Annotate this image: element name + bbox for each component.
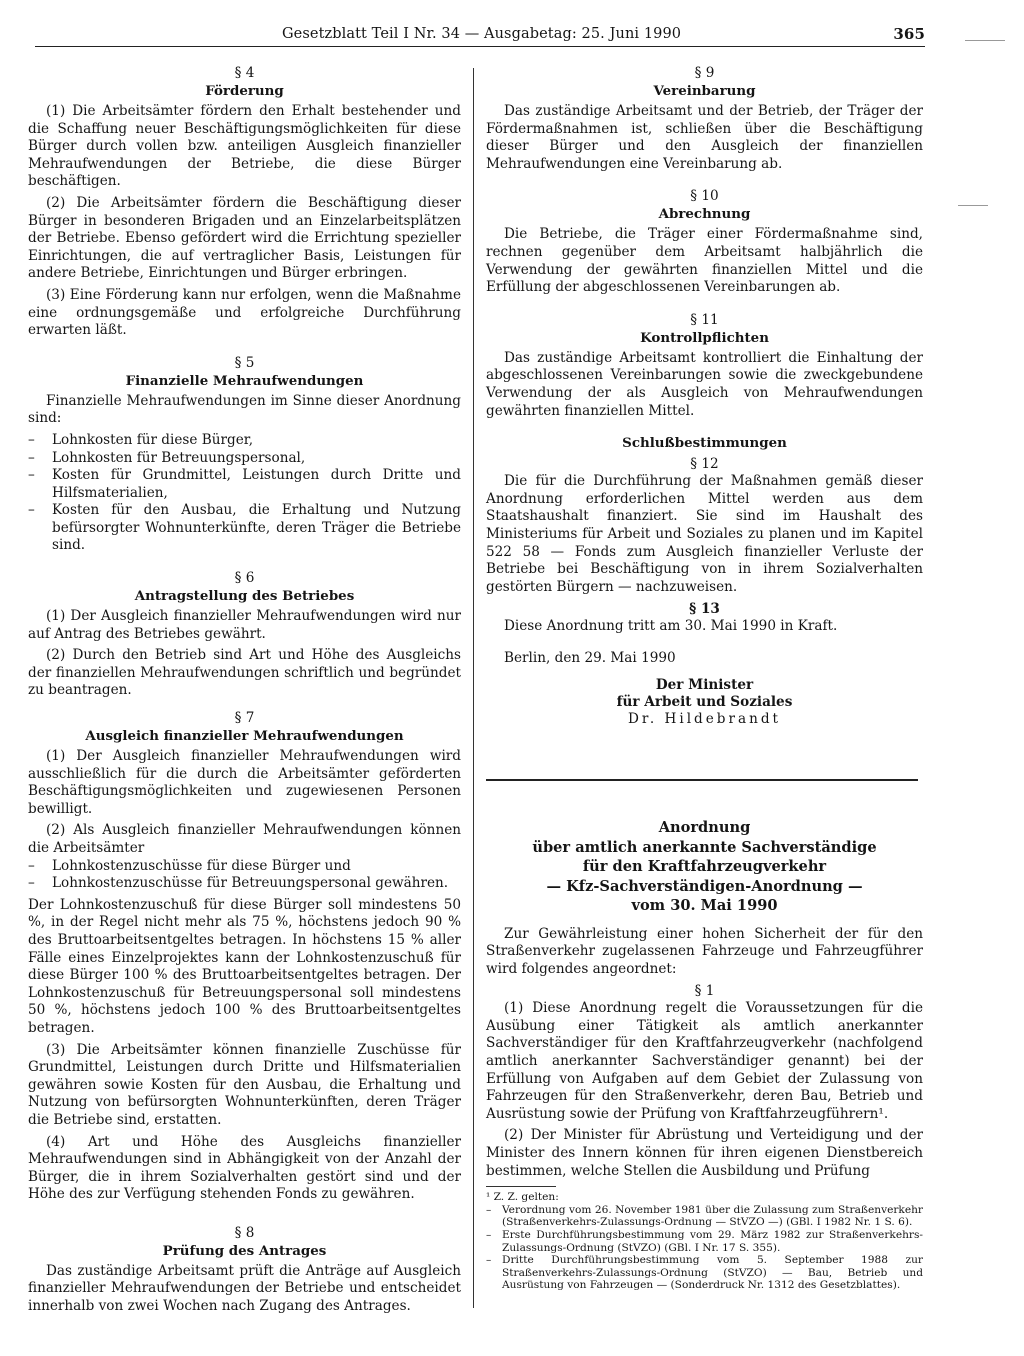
paragraph: (2) Als Ausgleich finanzieller Mehraufwendungen können die Arbeitsämter	[28, 822, 461, 856]
section-4	[28, 64, 461, 340]
ordinance-title-line: für den Kraftfahrzeugverkehr	[582, 858, 827, 875]
section-title: Förderung	[205, 83, 284, 99]
paragraph: (1) Die Arbeitsämter fördern den Erhalt bestehender und die Schaffung neuer Beschäftigungsmöglichkeiten für diese Bürger durch vollen bzw. anteiligen Ausgleich finanzieller Mehraufwendungen der Betriebe, die diese Bürger beschäftigen.	[28, 103, 461, 190]
section-number: § 1	[694, 983, 715, 1000]
list-item: – Lohnkosten für diese Bürger,	[28, 432, 461, 450]
section-title: Kontrollpflichten	[640, 329, 769, 346]
section-5	[28, 354, 461, 555]
column-divider	[473, 68, 474, 1308]
section-title: Vereinbarung	[653, 83, 756, 99]
section-separator	[486, 779, 918, 781]
header-rule	[35, 46, 925, 47]
page-number: 365	[893, 25, 925, 43]
signatory-ministry: für Arbeit und Soziales	[616, 694, 793, 711]
paragraph: Die Betriebe, die Träger einer Fördermaßnahme sind, rechnen gegenüber dem Arbeitsamt halbjährlich die Verwendung der gewährten finanziellen Mittel und die Erfüllung der abgeschlossenen Vereinbarungen ab.	[486, 226, 923, 296]
paragraph: Das zuständige Arbeitsamt prüft die Anträge auf Ausgleich finanzieller Mehraufwendungen der Betriebe und entscheidet innerhalb von zwei Wochen nach Zugang des Antrages.	[28, 1262, 461, 1315]
preamble: Zur Gewährleistung einer hohen Sicherheit der für den Straßenverkehr zugelassenen Fahrzeuge und Fahrzeugführer wird folgendes angeordnet:	[486, 925, 923, 977]
list-item: – Kosten für den Ausbau, die Erhaltung und Nutzung befürsorgter Wohnunterkünfte, deren Träger die Betriebe sind.	[28, 502, 461, 555]
page-header	[35, 22, 925, 46]
section-11	[486, 311, 923, 420]
right-column	[486, 64, 923, 729]
section-number: § 5	[234, 354, 255, 371]
footnote-intro: ¹ Z. Z. gelten:	[486, 1191, 559, 1204]
paragraph: (1) Diese Anordnung regelt die Voraussetzungen für die Ausübung einer Tätigkeit als amtlich anerkannter Sachverständiger für den Kraftfahrzeugverkehr (nachfolgend amtlich anerkannter Sachverständiger genannt) bei der Erfüllung von Aufgaben auf dem Gebiet der Zulassung von Fahrzeugen für den Straßenverkehr, deren Bau, Betrieb und Ausrüstung sowie der Prüfung von Kraftfahrzeugführern¹.	[486, 1000, 923, 1122]
signature-block	[486, 650, 923, 729]
paragraph: (2) Durch den Betrieb sind Art und Höhe des Ausgleichs der finanziellen Mehraufwendungen schriftlich und begründet zu beantragen.	[28, 647, 461, 699]
section-number: § 10	[690, 188, 719, 205]
left-column	[28, 64, 461, 1320]
list-item: – Kosten für Grundmittel, Leistungen durch Dritte und Hilfsmaterialien,	[28, 467, 461, 502]
cost-list	[28, 432, 461, 555]
scan-mark	[965, 40, 1005, 41]
list-item: – Lohnkostenzuschüsse für diese Bürger und	[28, 858, 461, 876]
paragraph: (3) Die Arbeitsämter können finanzielle Zuschüsse für Grundmittel, Leistungen durch Dritte und Hilfsmaterialien gewähren sowie Kosten für den Ausbau, die Erhaltung und Nutzung von befürsorgten Wohnunterkünften, deren Träger die Betriebe sind, erstatten.	[28, 1041, 461, 1128]
section-title: Ausgleich finanzieller Mehraufwendungen	[85, 728, 404, 745]
paragraph: Das zuständige Arbeitsamt und der Betrieb, der Träger der Fördermaßnahmen ist, schließen über die Beschäftigung dieser Bürger und den Ausgleich der finanziellen Mehraufwendungen eine Vereinbarung ab.	[486, 103, 923, 172]
section-number: § 8	[234, 1224, 255, 1241]
footnote-item: – Verordnung vom 26. November 1981 über die Zulassung zum Straßenverkehr (Straßenverkehrs-Zulassungs-Ordnung — StVZO —) (GBl. I 1982 Nr. 1 S. 6).	[486, 1204, 923, 1229]
paragraph: Die für die Durchführung der Maßnahmen gemäß dieser Anordnung erforderlichen Mittel werden aus dem Staatshaushalt finanziert. Sie sind im Haushalt des Ministeriums für Arbeit und Soziales zu planen und im Kapitel 522 58 — Fonds zum Ausgleich finanzieller Verluste der Betriebe bei Beschäftigung von in ihrem Sozialverhalten gestörten Bürgern — nachzuweisen.	[486, 473, 923, 595]
paragraph: (1) Der Ausgleich finanzieller Mehraufwendungen wird nur auf Antrag des Betriebes gewährt.	[28, 608, 461, 642]
list-item: – Lohnkostenzuschüsse für Betreuungspersonal gewähren.	[28, 875, 461, 893]
section-number: § 4	[234, 65, 255, 81]
section-title: Finanzielle Mehraufwendungen	[125, 372, 364, 389]
ordinance-title: Anordnung	[658, 819, 751, 836]
paragraph: Diese Anordnung tritt am 30. Mai 1990 in Kraft.	[504, 618, 838, 635]
signatory-name: Dr. Hildebrandt	[627, 711, 782, 728]
section-10	[486, 187, 923, 296]
paragraph: (4) Art und Höhe des Ausgleichs finanzieller Mehraufwendungen sind in Abhängigkeit von der Anzahl der Bürger, die in ihrem Sozialverhalten gestört sind und der Höhe des zur Verfügung stehenden Fonds zu gewähren.	[28, 1133, 461, 1203]
section-number: § 11	[690, 311, 719, 328]
paragraph: Finanzielle Mehraufwendungen im Sinne dieser Anordnung sind:	[28, 392, 461, 427]
ordinance-title-line: über amtlich anerkannte Sachverständige	[532, 838, 877, 856]
section-title: Abrechnung	[658, 206, 751, 223]
section-8	[28, 1224, 461, 1316]
section-7	[28, 709, 461, 1204]
section-13	[486, 600, 923, 636]
section-12	[486, 434, 923, 596]
scan-mark	[958, 205, 988, 206]
footnote	[486, 1191, 923, 1292]
paragraph: Der Lohnkostenzuschuß für diese Bürger soll mindestens 50 %, in der Regel nicht mehr als 75 %, höchstens jedoch 90 % des Bruttoarbeitsentgeltes betragen. In höchstens 15 % aller Fälle eines Einzelprojektes kann der Lohnkostenzuschuß für diese Bürger 100 % des Bruttoarbeitsentgeltes betragen. Der Lohnkostenzuschuß für Betreuungspersonal soll mindestens 50 %, höchstens jedoch 100 % des Bruttoarbeitsentgeltes betragen.	[28, 896, 461, 1036]
section-number: § 6	[234, 570, 255, 587]
footnote-item: – Dritte Durchführungsbestimmung vom 5. September 1988 zur Straßenverkehrs-Zulassungs-Ordnung (StVZO) — Bau, Betrieb und Ausrüstung von Fahrzeugen — (Sonderdruck Nr. 1312 des Gesetzblattes).	[486, 1254, 923, 1292]
section-9	[486, 64, 923, 173]
paragraph: Das zuständige Arbeitsamt kontrolliert die Einhaltung der abgeschlossenen Vereinbarungen sowie die zweckgebundene Verwendung der als Ausgleich von Mehraufwendungen gewährten finanziellen Mittel.	[486, 349, 923, 419]
section-number: § 13	[689, 601, 720, 618]
section-number: § 12	[690, 456, 719, 473]
ordinance-block	[486, 818, 923, 1292]
footnote-rule	[486, 1186, 556, 1187]
list-item: – Lohnkosten für Betreuungspersonal,	[28, 450, 461, 468]
signatory-title: Der Minister	[655, 677, 754, 694]
paragraph: (2) Die Arbeitsämter fördern die Beschäftigung dieser Bürger in besonderen Brigaden und an Einzelarbeitsplätzen der Betriebe. Ebenso gefördert wird die Errichtung spezieller Einrichtungen, die auf vertraglicher Basis, Leistungen für andere Betriebe, Einrichtungen und Bürger erbringen.	[28, 194, 461, 282]
section-number: § 7	[234, 710, 255, 727]
section-number: § 9	[694, 65, 715, 81]
place-date: Berlin, den 29. Mai 1990	[504, 649, 676, 666]
paragraph: (1) Der Ausgleich finanzieller Mehraufwendungen wird ausschließlich für die durch die Arbeitsämter geförderten Beschäftigungsmöglichkeiten und zugewiesenen Personen bewilligt.	[28, 748, 461, 817]
section-title: Prüfung des Antrages	[162, 1242, 327, 1259]
header-title: Gesetzblatt Teil I Nr. 34 — Ausgabetag: 25. Juni 1990	[282, 26, 682, 42]
section-title: Antragstellung des Betriebes	[134, 588, 355, 605]
footnote-item: – Erste Durchführungsbestimmung vom 29. März 1982 zur Straßenverkehrs-Zulassungs-Ordnung (StVZO) (GBl. I Nr. 17 S. 355).	[486, 1229, 923, 1254]
paragraph: (2) Der Minister für Abrüstung und Verteidigung und der Minister des Innern können für ihren eigenen Dienstbereich bestimmen, welche Stellen die Ausbildung und Prüfung	[486, 1127, 923, 1179]
subsidy-list	[28, 858, 461, 893]
ordinance-date: vom 30. Mai 1990	[631, 897, 778, 914]
section-6	[28, 569, 461, 700]
ordinance-short-title: — Kfz-Sachverständigen-Anordnung —	[546, 877, 863, 895]
paragraph: (3) Eine Förderung kann nur erfolgen, wenn die Maßnahme eine ordnungsgemäße und erfolgreiche Durchführung erwarten läßt.	[28, 286, 461, 339]
final-provisions-heading: Schlußbestimmungen	[622, 435, 787, 452]
